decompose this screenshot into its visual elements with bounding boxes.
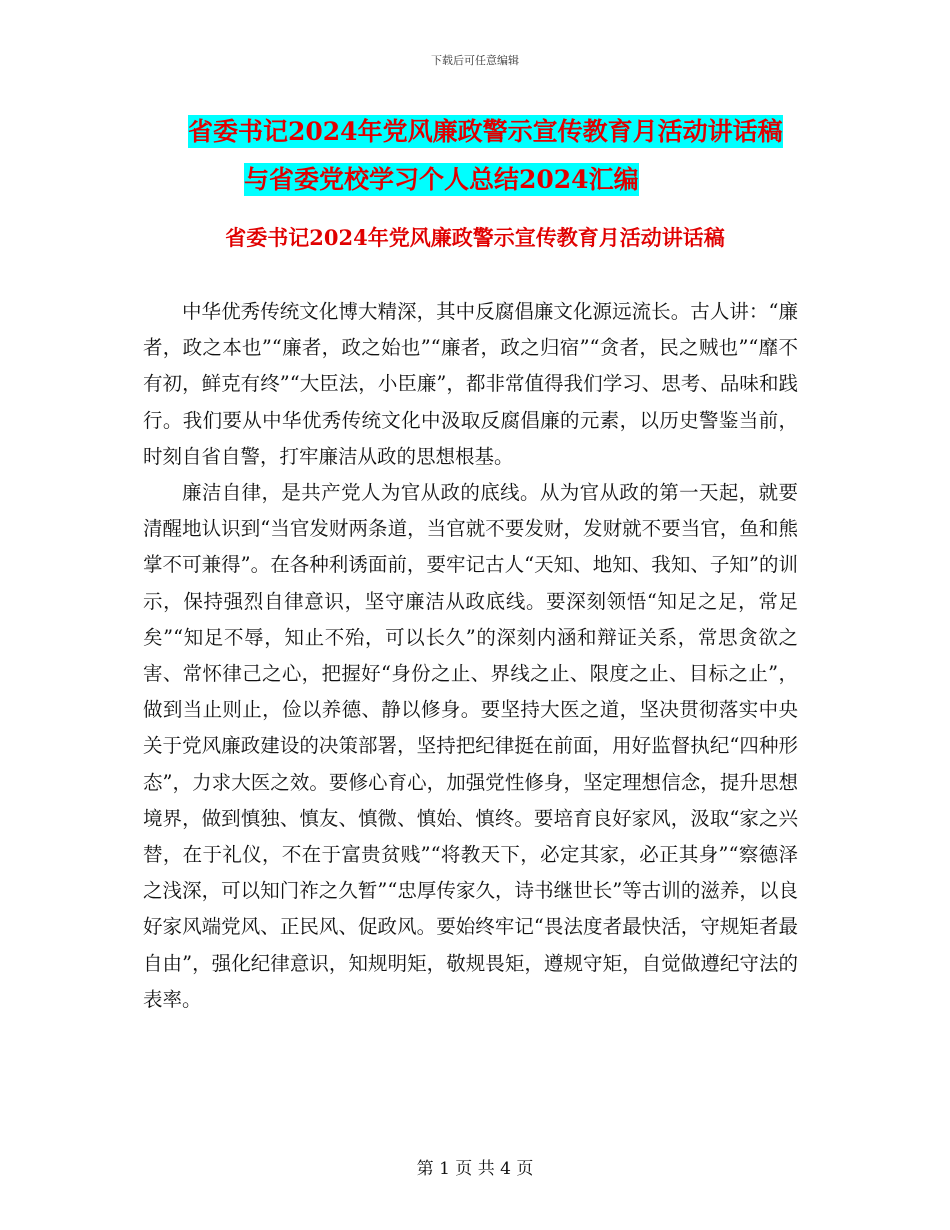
document-title-line-1-text: 省委书记2024年党风廉政警示宣传教育月活动讲话稿 [188, 117, 783, 146]
document-title-line-1 [140, 108, 840, 156]
paragraph-1: 中华优秀传统文化博大精深，其中反腐倡廉文化源远流长。古人讲：“廉者，政之本也”“廉者，政之始也”“廉者，政之归宿”“贪者，民之贼也”“靡不有初，鲜克有终”“大臣法，小臣廉”，都非常值得我们学习、思考、品味和践行。我们要从中华优秀传统文化中汲取反腐倡廉的元素，以历史警鉴当前，时刻自省自警，打牢廉洁从政的思想根基。 [143, 300, 798, 468]
document-title-line-2 [140, 156, 840, 204]
document-title [140, 108, 840, 204]
section-title: 省委书记2024年党风廉政警示宣传教育月活动讲话稿 [225, 225, 725, 250]
paragraph-2: 廉洁自律，是共产党人为官从政的底线。从为官从政的第一天起，就要清醒地认识到“当官发财两条道，当官就不要发财，发财就不要当官，鱼和熊掌不可兼得”。在各种利诱面前，要牢记古人“天知、地知、我知、子知”的训示，保持强烈自律意识，坚守廉洁从政底线。要深刻领悟“知足之足，常足矣”“知足不辱，知止不殆，可以长久”的深刻内涵和辩证关系，常思贪欲之害、常怀律己之心，把握好“身份之止、界线之止、限度之止、目标之止”，做到当止则止，俭以养德、静以修身。要坚持大医之道，坚决贯彻落实中央关于党风廉政建设的决策部署，坚持把纪律挺在前面，用好监督执纪“四种形态”，力求大医之效。要修心育心，加强党性修身，坚定理想信念，提升思想境界，做到慎独、慎友、慎微、慎始、慎终。要培育良好家风，汲取“家之兴替，在于礼仪，不在于富贵贫贱”“将教天下，必定其家，必正其身”“察德泽之浅深，可以知门祚之久暂”“忠厚传家久，诗书继世长”等古训的滋养，以良好家风端党风、正民风、促政风。要始终牢记“畏法度者最快活，守规矩者最自由”，强化纪律意识，知规明矩，敬规畏矩，遵规守矩，自觉做遵纪守法的表率。 [143, 481, 798, 1011]
document-title-line-2-text: 与省委党校学习个人总结2024汇编 [244, 165, 639, 194]
body-text [143, 294, 798, 1018]
page-footer: 第 1 页 共 4 页 [416, 1159, 534, 1179]
header-note: 下载后可任意编辑 [431, 54, 519, 67]
